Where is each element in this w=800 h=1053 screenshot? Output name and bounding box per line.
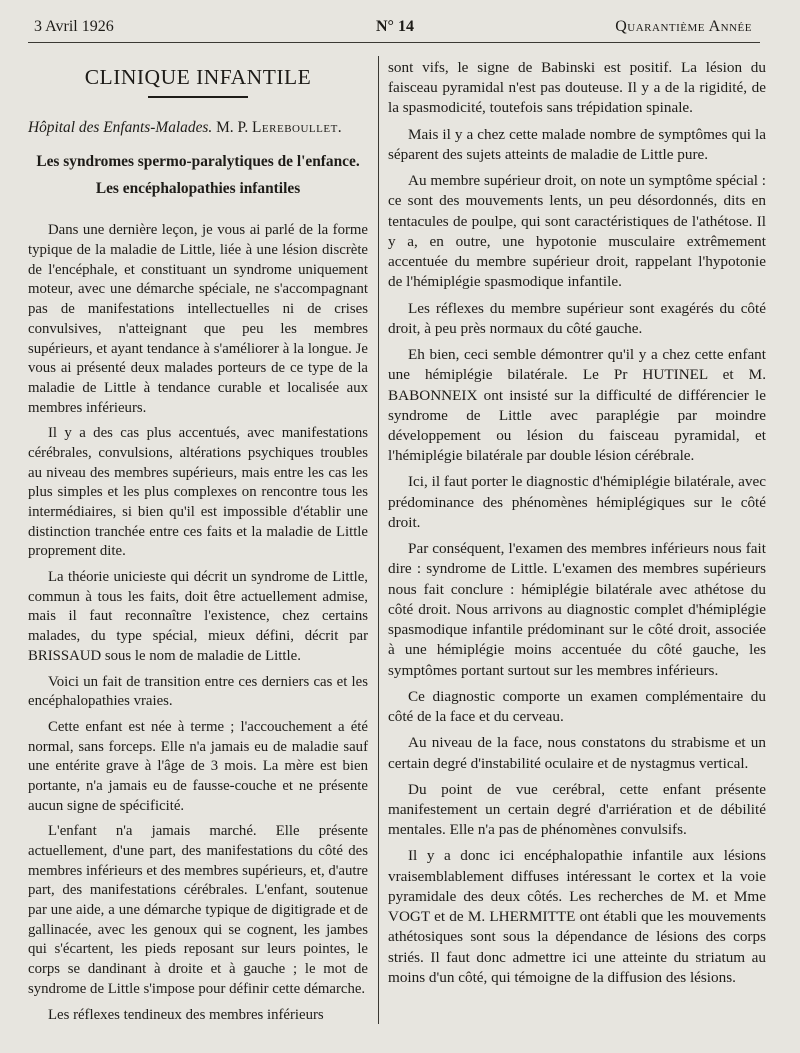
paragraph: Ce diagnostic comporte un examen complémentaire du côté de la face et du cerveau. <box>388 687 766 726</box>
paragraph: Cette enfant est née à terme ; l'accouchement a été normal, sans forceps. Elle n'a jamais eu de maladie sauf une entérite grave à l'âge de 3 mois. La mère est bien portante, n'a jamais eu de fausse-couche et ne présente aucun signe de spécificité. <box>28 718 368 814</box>
author-name: Lereboullet. <box>252 118 343 136</box>
issue-date: 3 Avril 1926 <box>34 18 114 35</box>
paragraph: Ici, il faut porter le diagnostic d'hémiplégie bilatérale, avec prédominance des phénomènes hémiplégiques sur le côté droit. <box>388 473 766 531</box>
paragraph: Il y a des cas plus accentués, avec manifestations cérébrales, convulsions, altérations psychiques troubles au niveau des membres supérieurs, mais entre les cas les plus simples et les plus complexes on rencontre tous les intermédiaires, si bien qu'il est impossible d'établir une distinction tranchée entre ces faits et la maladie de Little proprement dite. <box>28 425 368 560</box>
column-divider <box>378 56 379 1024</box>
paragraph: La théorie unicieste qui décrit un syndrome de Little, commun à tous les faits, doit être actuellement admise, mais il faut reconnaître l'existence, chez certains malades, du type spécial, mieux défini, décrit par BRISSAUD sous le nom de maladie de Little. <box>28 569 368 664</box>
paragraph: Au membre supérieur droit, on note un symptôme spécial : ce sont des mouvements lents, un peu désordonnés, dits en tentacules de poulpe, qui sont caractéristiques de l'athétose. Il y a, en outre, une hypotonie musculaire extrêmement accentuée du membre supérieur droit, rappelant l'hypotonie de l'hémiplégie spasmodique infantile. <box>388 172 766 291</box>
paragraph: Il y a donc ici encéphalopathie infantile aux lésions vraisemblablement diffuses intéressant le cortex et la voie pyramidale des deux côtés. Les recherches de M. et Mme VOGT et de M. LHERMITTE ont établi que les mouvements athétosiques sont sous la dépendance de lésions des corps striés. Il faut donc admettre ici une atteinte du striatum au moins d'un côté, qui témoigne de la diffusion des lésions. <box>388 847 766 986</box>
paragraph: Les réflexes du membre supérieur sont exagérés du côté droit, à peu près normaux du côté gauche. <box>388 299 766 337</box>
page-header <box>28 16 760 43</box>
paragraph: Les réflexes tendineux des membres inférieurs <box>48 1006 324 1023</box>
paragraph: Dans une dernière leçon, je vous ai parlé de la forme typique de la maladie de Little, liée à une lésion discrète de l'encéphale, et constituant un syndrome uniquement moteur, avec une démarche spéciale, ne s'accompagnant pas de manifestations intellectuelles ni de crises convulsives, n'atteignant que peu les membres supérieurs, et ayant tendance à s'améliorer à la longue. Je vous ai présenté deux malades porteurs de ce type de la maladie de Little à tendance curable et localisée aux membres inférieurs. <box>28 222 368 416</box>
paragraph: Au niveau de la face, nous constatons du strabisme et un certain degré d'instabilité oculaire et de nystagmus vertical. <box>388 734 766 772</box>
paragraph: Mais il y a chez cette malade nombre de symptômes qui la séparent des sujets atteints de maladie de Little pure. <box>388 125 766 163</box>
issue-number: N° 14 <box>376 18 414 35</box>
paragraph: L'enfant n'a jamais marché. Elle présente actuellement, d'une part, des manifestations du côté des membres inférieurs et des membres supérieurs, et, d'autre part, des manifestations cérébrales. L'enfant, soutenue par une aide, a une démarche typique de digitigrade et de gallinacée, avec les genoux qui se cognent, les jambes qui s'écartent, les pieds reposant sur leurs pointes, le corps se dandinant à droite et à gauche ; le mot de syndrome de Little s'impose pour définir cette démarche. <box>28 823 368 997</box>
left-column <box>28 58 368 1031</box>
right-column <box>388 58 766 994</box>
title-underline <box>148 96 248 98</box>
hospital-place: Hôpital des Enfants-Malades. <box>28 118 213 136</box>
author-prefix: M. P. <box>212 118 253 136</box>
headline-1: Les syndromes spermo-paralytiques de l'enfance. <box>36 153 360 171</box>
paragraph: Eh bien, ceci semble démontrer qu'il y a chez cette enfant une hémiplégie bilatérale. Le Pr HUTINEL et M. BABONNEIX ont insisté sur la difficulté de différencier le syndrome de Little avec paraplégie par moindre développement ou lésion du faisceau pyramidal, et l'hémiplégie bilatérale par double lésion cérébrale. <box>388 346 766 465</box>
paragraph: sont vifs, le signe de Babinski est positif. La lésion du faisceau pyramidal n'est pas douteuse. Il y a de la rigidité, de la spasmodicité, toutefois sans trépidation spinale. <box>388 59 766 117</box>
paragraph: Par conséquent, l'examen des membres inférieurs nous fait dire : syndrome de Little. L'examen des membres supérieurs nous fait conclure : hémiplégie bilatérale avec athétose du côté droit. Nous arrivons au diagnostic complet d'hémiplégie spasmodique infantile prédominant sur le côté droit, associée à une hémiplégie moins accentuée du côté gauche, les symptômes portant surtout sur les membres inférieurs. <box>388 540 766 679</box>
hospital-line <box>28 118 368 138</box>
section-title: CLINIQUE INFANTILE <box>84 65 312 89</box>
paragraph: Du point de vue cerébral, cette enfant présente manifestement un certain degré d'arriération et de débilité mentales. Elle n'a pas de phénomènes convulsifs. <box>388 780 766 839</box>
paragraph: Voici un fait de transition entre ces derniers cas et les encéphalopathies vraies. <box>28 673 368 710</box>
headline-2: Les encéphalopathies infantiles <box>95 180 301 198</box>
issue-year: Quarantième Année <box>615 18 752 35</box>
